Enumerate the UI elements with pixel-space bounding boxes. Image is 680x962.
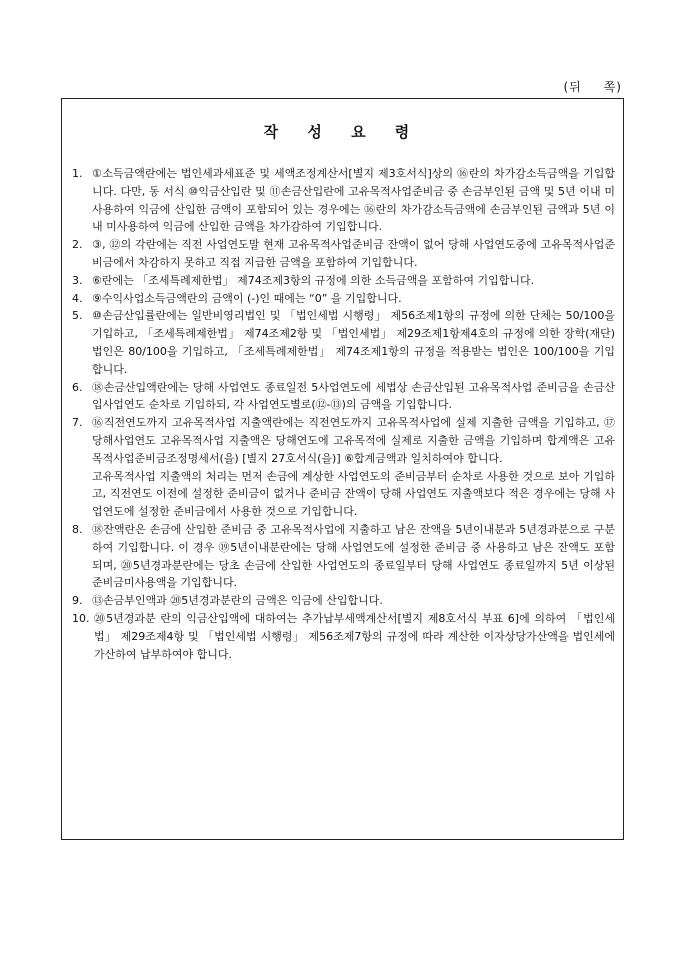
instruction-item — [72, 610, 615, 663]
item-number: 8. — [72, 522, 83, 536]
item-text: ⑬손금부인액과 ⑳5년경과분란의 금액은 익금에 산입합니다. — [92, 594, 383, 608]
item-text: ⑱손금산입액란에는 당해 사업연도 종료일전 5사업연도에 세법상 손금산입된 고유목적사업 준비금을 손금산입사업연도 순차로 기입하되, 각 사업연도별로(⑫-⑬)의 금액을 기입합니다. — [92, 380, 615, 412]
item-number: 3. — [72, 273, 83, 287]
instruction-item — [72, 236, 615, 272]
item-number: 7. — [72, 416, 83, 430]
page-side-right: 쪽) — [603, 80, 622, 94]
item-text: ⑯직전연도까지 고유목적사업 지출액란에는 직전연도까지 고유목적사업에 실제 지출한 금액을 기입하고, ⑰당해사업연도 고유목적사업 지출액은 당해연도에 고유목적에 실제로 지출한 금액을 기입하며 합계액은 고유목적사업준비금조정명세서(을) [별지 27호서식(을)] ⑥합계금액과 일치하여야 합니다. — [92, 416, 615, 465]
item-text: ③, ⑫의 각란에는 직전 사업연도말 현재 고유목적사업준비금 잔액이 없어 당해 사업연도중에 고유목적사업준비금에서 차감하지 못하고 직접 지급한 금액을 포함하여 기입합니다. — [92, 238, 615, 269]
item-text: ⑳5년경과분 란의 익금산입액에 대하여는 추가납부세액계산서[별지 제8호서식 부표 6]에 의하여 「법인세법」 제29조제4항 및 「법인세법 시행령」 제56조제7항의 규정에 따라 계산한 이자상당가산액을 법인세에 가산하여 납부하여야 합니다. — [94, 611, 615, 661]
instruction-item — [72, 414, 615, 521]
instruction-item — [72, 307, 615, 378]
item-number: 9. — [72, 594, 83, 608]
item-text: ⑥란에는 「조세특례제한법」 제74조제3항의 규정에 의한 소득금액을 포함하여 기입합니다. — [92, 273, 535, 287]
instruction-item — [72, 379, 615, 415]
instruction-item — [72, 592, 615, 610]
instruction-item — [72, 290, 615, 308]
item-number: 1. — [72, 167, 83, 180]
instructions-frame — [61, 98, 624, 840]
page-title: 작 성 요 령 — [263, 123, 422, 141]
item-number: 6. — [72, 380, 83, 394]
item-number: 4. — [72, 291, 83, 305]
item-text: ⑨수익사업소득금액란의 금액이 (-)인 때에는 “0” 을 기입합니다. — [92, 291, 402, 305]
item-text: ⑩손금산입률란에는 일반비영리법인 및 「법인세법 시행령」 제56조제1항의 규정에 의한 단체는 50/100을 기입하고, 「조세특례제한법」 제74조제2항 및 「법인세법」 제29조제1항제4호의 규정에 의한 장학(재단)법인은 80/100을 기입하고, 「조세특례제한법」 제74조제1항의 규정을 적용받는 법인은 100/100을 기입합니다. — [92, 309, 615, 376]
item-text: 고유목적사업 지출액의 처리는 먼저 손금에 계상한 사업연도의 준비금부터 순차로 사용한 것으로 보아 기입하고, 직전연도 이전에 설정한 준비금이 없거나 준비금 잔액이 당해 사업연도 지출액보다 적은 경우에는 당해 사업연도에 설정한 준비금에서 사용한 것으로 기입합니다. — [92, 469, 615, 519]
instruction-item — [72, 521, 615, 592]
page-side-label — [563, 78, 622, 95]
item-text: ⑱잔액란은 손금에 산입한 준비금 중 고유목적사업에 지출하고 남은 잔액을 5년이내분과 5년경과분으로 구분하여 기입합니다. 이 경우 ⑲5년이내분란에는 당해 사업연도에 설정한 준비금 중 사용하고 남은 잔액도 포함되며, ⑳5년경과분란에는 당초 손금에 산입한 사업연도의 종료일부터 당해 사업연도 종료일까지 5년 이상된 준비금미사용액을 기입합니다. — [92, 522, 615, 590]
item-number: 10. — [72, 611, 90, 625]
item-number: 5. — [72, 309, 83, 323]
instruction-item — [72, 165, 615, 236]
item-text: ①소득금액란에는 법인세과세표준 및 세액조정계산서[별지 제3호서식]상의 ⑯란의 차가감소득금액을 기입합니다. 다만, 동 서식 ⑩익금산입란 및 ⑪손금산입란에 고유목적사업준비금 중 손금부인된 금액 및 5년 이내 미사용하여 익금에 산입한 금액이 포함되어 있는 경우에는 ⑯란의 차가감소득금액에 손금부인된 금액과 5년 이내 미사용하여 익금에 산입한 금액을 차가감하여 기입합니다. — [92, 167, 615, 234]
page-side-left: (뒤 — [563, 80, 582, 94]
item-number: 2. — [72, 238, 83, 252]
instruction-item — [72, 272, 615, 290]
instructions-list — [72, 165, 615, 663]
